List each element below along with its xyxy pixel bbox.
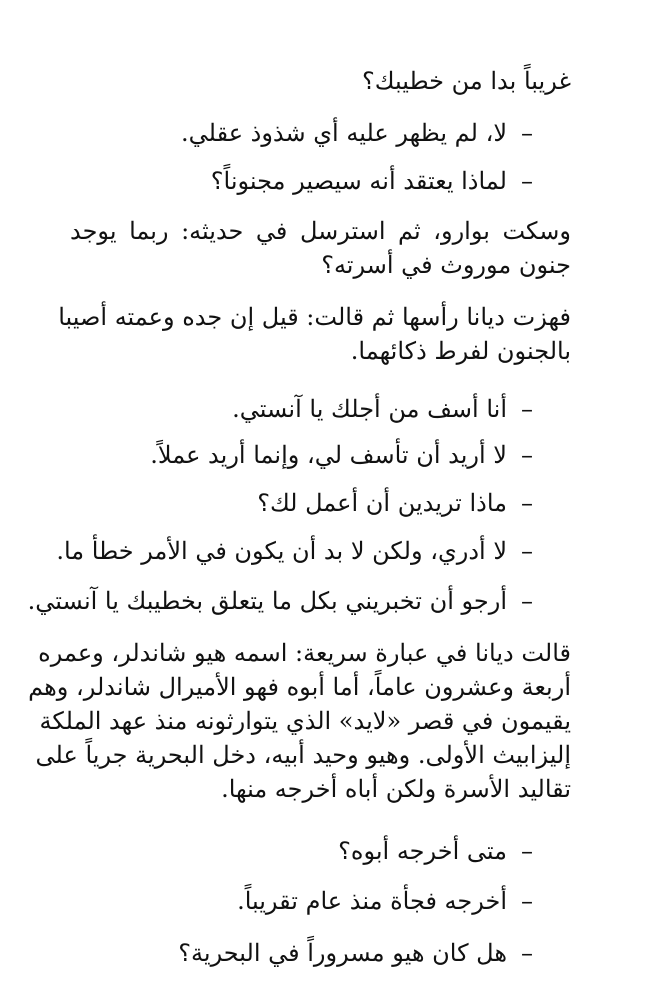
- dash: –: [521, 441, 533, 469]
- dialogue-text: أخرجه فجأة منذ عام تقريباً.: [237, 887, 507, 915]
- dialogue-text: لماذا يعتقد أنه سيصير مجنوناً؟: [210, 167, 507, 195]
- text-line: إليزابيث الأولى. وهيو وحيد أبيه، دخل البحرية جرياً على: [35, 741, 571, 769]
- paragraph: [28, 636, 571, 806]
- dialogue-line: [150, 438, 533, 472]
- text-line: جنون موروث في أسرته؟: [321, 251, 571, 279]
- dialogue-line: [237, 884, 533, 918]
- dialogue-line: [178, 936, 533, 970]
- dialogue-line: [257, 486, 533, 520]
- dash: –: [521, 587, 533, 615]
- dash: –: [521, 837, 533, 865]
- text-line: قالت ديانا في عبارة سريعة: اسمه هيو شاندلر، وعمره: [38, 639, 571, 667]
- dash: –: [521, 537, 533, 565]
- dialogue-line: [232, 392, 533, 426]
- paragraph: [58, 300, 571, 368]
- paragraph-continuation: [70, 64, 571, 98]
- dialogue-text: لا أريد أن تأسف لي، وإنما أريد عملاً.: [150, 441, 507, 469]
- dialogue-text: أنا أسف من أجلك يا آنستي.: [232, 395, 507, 423]
- dialogue-line: [338, 834, 533, 868]
- text-line: وسكت بوارو، ثم استرسل في حديثه: ربما يوجد: [70, 217, 571, 245]
- dash: –: [521, 167, 533, 195]
- dialogue-line: [211, 164, 533, 198]
- text-line: غريباً بدا من خطيبك؟: [362, 67, 571, 95]
- dialogue-text: هل كان هيو مسروراً في البحرية؟: [178, 939, 507, 967]
- dialogue-text: ماذا تريدين أن أعمل لك؟: [257, 489, 507, 517]
- dash: –: [521, 939, 533, 967]
- paragraph: [70, 214, 571, 282]
- dash: –: [521, 119, 533, 147]
- dialogue-line: [56, 534, 533, 568]
- dash: –: [521, 489, 533, 517]
- text-line: فهزت ديانا رأسها ثم قالت: قيل إن جده وعمته أصيبا: [58, 303, 571, 331]
- text-line: يقيمون في قصر «لايد» الذي يتوارثونه منذ عهد الملكة: [39, 707, 571, 735]
- text-line: أربعة وعشرون عاماً، أما أبوه فهو الأميرال شاندلر، وهم: [28, 673, 571, 701]
- dialogue-text: لا أدري، ولكن لا بد أن يكون في الأمر خطأ ما.: [56, 537, 507, 565]
- dialogue-text: لا، لم يظهر عليه أي شذوذ عقلي.: [180, 119, 507, 147]
- dialogue-line: [181, 116, 533, 150]
- text-line: بالجنون لفرط ذكائهما.: [350, 337, 571, 365]
- text-line: تقاليد الأسرة ولكن أباه أخرجه منها.: [221, 775, 571, 803]
- dialogue-text: متى أخرجه أبوه؟: [338, 837, 507, 865]
- dash: –: [521, 887, 533, 915]
- dialogue-text: أرجو أن تخبريني بكل ما يتعلق بخطيبك يا آنستي.: [27, 587, 507, 615]
- dialogue-line: [28, 584, 533, 618]
- dash: –: [521, 395, 533, 423]
